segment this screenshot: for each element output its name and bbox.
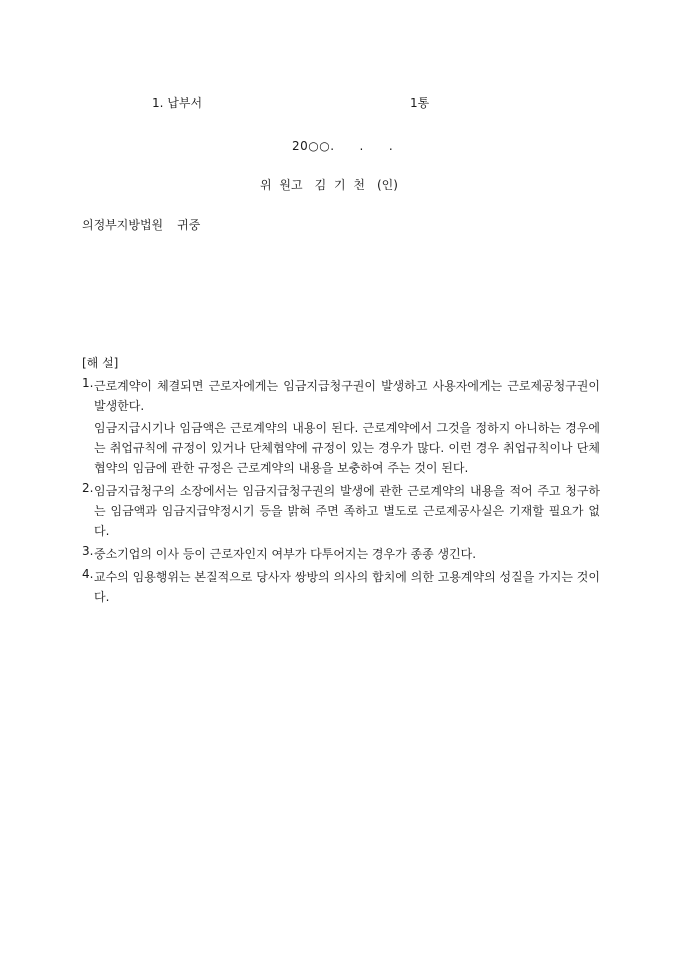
item-number: 3.	[82, 544, 94, 559]
commentary-item	[82, 376, 600, 478]
item-paragraph: 임금지급청구의 소장에서는 임금지급청구권의 발생에 관한 근로계약의 내용을 적어 주고 청구하는 임금액과 임금지급약정시기 등을 밝혀 주면 족하고 별도로 근로제공사실은 기재할 필요가 없다.	[94, 484, 600, 539]
signatory-role: 위 원고	[260, 178, 303, 192]
item-number: 2.	[82, 481, 94, 496]
signatory-name: 김 기 천	[314, 178, 365, 192]
court-name: 의정부지방법원	[82, 218, 164, 232]
item-number: 4.	[82, 567, 94, 582]
item-paragraph: 근로계약이 체결되면 근로자에게는 임금지급청구권이 발생하고 사용자에게는 근로제공청구권이 발생한다.	[94, 379, 600, 414]
addressee-line	[82, 218, 200, 232]
commentary-item	[82, 481, 600, 541]
item-number: 1.	[82, 376, 94, 391]
item-paragraph: 교수의 임용행위는 본질적으로 당사자 쌍방의 의사의 합치에 의한 고용계약의 성질을 가지는 것이다.	[94, 570, 600, 605]
enclosure-label: 1. 납부서	[152, 96, 203, 110]
commentary-item	[82, 567, 600, 607]
item-paragraph: 임금지급시기나 임금액은 근로계약의 내용이 된다. 근로계약에서 그것을 정하지 아니하는 경우에는 취업규칙에 규정이 있거나 단체협약에 규정이 있는 경우가 많다. 이런 경우 취업규칙이나 단체협약의 임금에 관한 규정은 근로계약의 내용을 보충하여 주는 것이 된다.	[94, 421, 600, 476]
addressee-honorific: 귀중	[177, 218, 201, 232]
signature-line	[260, 178, 398, 192]
date-line: 20○○. . .	[292, 139, 394, 153]
commentary-section	[82, 356, 600, 610]
seal-mark: (인)	[377, 178, 398, 192]
commentary-item	[82, 544, 600, 564]
enclosure-quantity: 1통	[410, 96, 430, 110]
item-paragraph: 중소기업의 이사 등이 근로자인지 여부가 다투어지는 경우가 종종 생긴다.	[94, 547, 477, 562]
commentary-heading: [해 설]	[82, 356, 119, 370]
